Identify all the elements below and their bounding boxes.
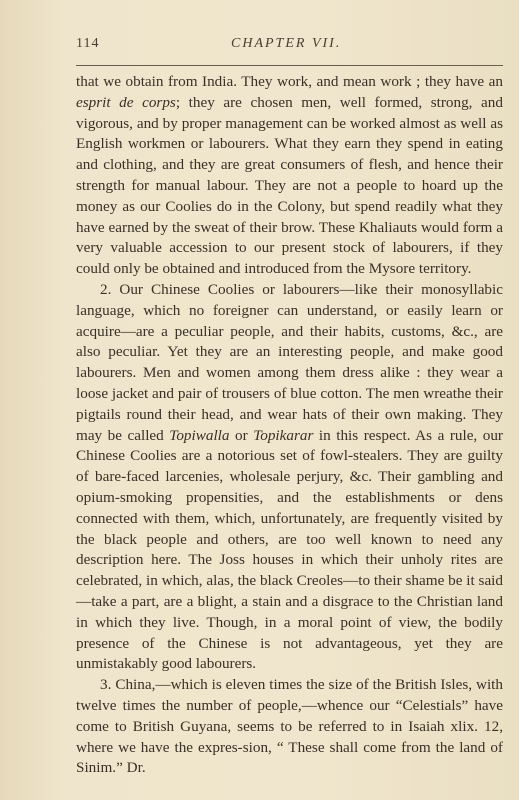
paragraph-2 bbox=[76, 280, 503, 675]
running-head: CHAPTER VII. bbox=[231, 36, 342, 51]
paragraph-1-text-a: that we obtain from India. They work, and mean work ; they have an bbox=[76, 73, 503, 90]
header-rule bbox=[76, 65, 503, 66]
paragraph-2-italic-topiwalla: Topiwalla bbox=[169, 426, 230, 444]
paragraph-2-text-a: 2. Our Chinese Coolies or labourers—like their monosyllabic language, which no foreigner can understand, or easily learn or acquire—are a peculiar people, and their habits, customs, &c., are also peculiar. Yet they are an interesting people, and make good labourers. Men and women among them dress alike : they wear a loose jacket and pair of trousers of blue cotton. The men wreathe their pigtails round their head, and wear hats of their own making. They may be called bbox=[76, 280, 503, 444]
paragraph-2-italic-topikarar: Topikarar bbox=[253, 426, 314, 444]
paragraph-1-italic-esprit: esprit de corps bbox=[76, 93, 176, 111]
paragraph-3 bbox=[76, 675, 503, 779]
paragraph-1 bbox=[76, 72, 503, 280]
page-header bbox=[76, 36, 503, 58]
paragraph-2-text-b: or bbox=[229, 426, 254, 444]
paragraph-1-text-b: ; they are chosen men, well formed, strong, and vigorous, and by proper management can be worked almost as well as English workmen or labourers. What they earn they spend in eating and clothing, and they are great consumers of flesh, and hence their strength for manual labour. They are not a people to hoard up the money as our Coolies do in the Colony, but spend readily what they have earned by the sweat of their brow. These Khaliauts would form a very valuable accession to our present stock of labourers, if they could only be obtained and introduced from the Mysore territory. bbox=[76, 93, 503, 278]
paragraph-2-text-c: in this respect. As a rule, our Chinese Coolies are a notorious set of fowl-stealers. They are guilty of bare-faced larcenies, wholesale perjury, &c. Their gambling and opium-smoking propensities, and the establishments or dens connected with them, which, unfortunately, are frequently visited by the black people and others, are too well known to need any description here. The Joss houses in which their unholy rites are celebrated, in which, alas, the black Creoles—to their shame be it said—take a part, are a blight, a stain and a disgrace to the Christian land in which they live. Though, in a moral point of view, the bodily presence of the Chinese is not advantageous, yet they are unmistakably good labourers. bbox=[76, 426, 503, 673]
body-text bbox=[76, 72, 503, 779]
paragraph-3-text-a: 3. China,—which is eleven times the size of the British Isles, with twelve times the number of people,—whence our “Celestials” have come to British Guyana, seems to be referred to in Isaiah xlix. 12, where we have the expres-sion, “ These shall come from the land of Sinim.” Dr. bbox=[76, 676, 503, 777]
page-number: 114 bbox=[76, 36, 100, 51]
